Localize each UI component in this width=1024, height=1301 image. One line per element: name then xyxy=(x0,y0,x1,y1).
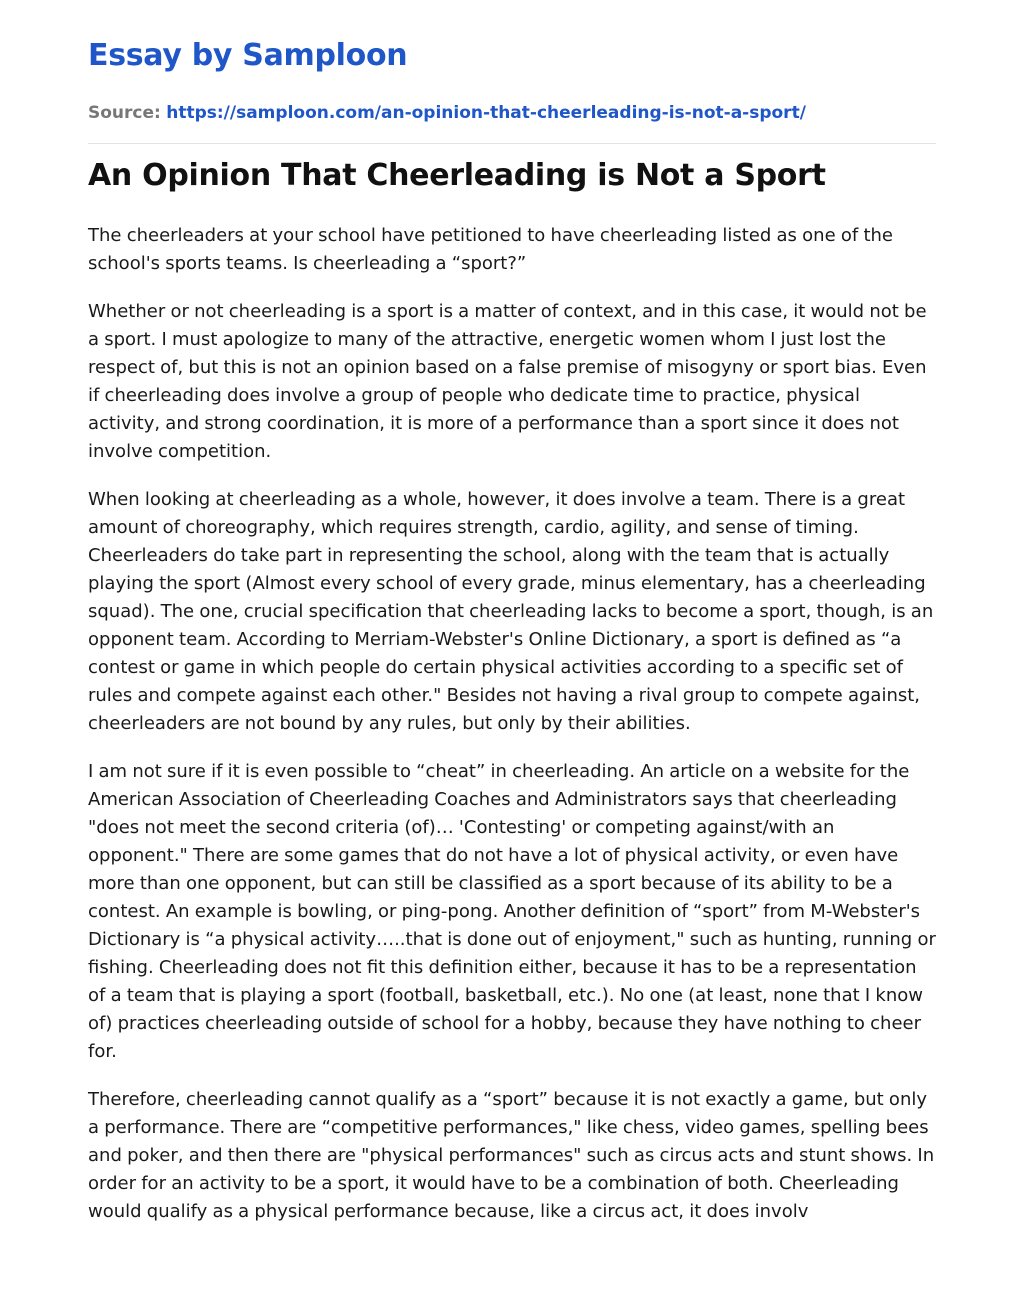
essay-paragraph-5: Therefore, cheerleading cannot qualify as a “sport” because it is not exactly a game, but only a performance. There are “competitive performances," like chess, video games, spelling bees and poker, and then there are "physical performances" such as circus acts and stunt shows. In order for an activity to be a sport, it would have to be a combination of both. Cheerleading would qualify as a physical performance because, like a circus act, it does involv xyxy=(88,1089,935,1222)
essay-paragraph-3: When looking at cheerleading as a whole, however, it does involve a team. There is a great amount of choreography, which requires strength, cardio, agility, and sense of timing. Cheerleaders do take part in representing the school, along with the team that is actually playing the sport (Almost every school of every grade, minus elementary, has a cheerleading squad). The one, crucial specification that cheerleading lacks to become a sport, though, is an opponent team. According to Merriam-Webster's Online Dictionary, a sport is defined as “a contest or game in which people do certain physical activities according to a specific set of rules and compete against each other." Besides not having a rival group to compete against, cheerleaders are not bound by any rules, but only by their abilities. xyxy=(88,489,934,734)
essay-title: An Opinion That Cheerleading is Not a Sport xyxy=(88,158,826,193)
source-link[interactable]: https://samploon.com/an-opinion-that-cheerleading-is-not-a-sport/ xyxy=(166,103,806,123)
essay-paragraph-4: I am not sure if it is even possible to “cheat” in cheerleading. An article on a website for the American Association of Cheerleading Coaches and Administrators says that cheerleading "does not meet the second criteria (of)… 'Contesting' or competing against/with an opponent." There are some games that do not have a lot of physical activity, or even have more than one opponent, but can still be classified as a sport because of its ability to be a contest. An example is bowling, or ping-pong. Another definition of “sport” from M-Webster's Dictionary is “a physical activity…..that is done out of enjoyment," such as hunting, running or fishing. Cheerleading does not fit this definition either, because it has to be a representation of a team that is playing a sport (football, basketball, etc.). No one (at least, none that I know of) practices cheerleading outside of school for a hobby, because they have nothing to cheer for. xyxy=(88,761,936,1062)
source-line xyxy=(88,102,806,124)
source-label: Source: xyxy=(88,103,161,123)
essay-paragraph-2: Whether or not cheerleading is a sport is a matter of context, and in this case, it would not be a sport. I must apologize to many of the attractive, energetic women whom I just lost the respect of, but this is not an opinion based on a false premise of misogyny or sport bias. Even if cheerleading does involve a group of people who dedicate time to practice, physical activity, and strong coordination, it is more of a performance than a sport since it does not involve competition. xyxy=(88,301,927,462)
essay-paragraph-1: The cheerleaders at your school have petitioned to have cheerleading listed as one of the school's sports teams. Is cheerleading a “sport?” xyxy=(88,225,893,274)
essay-body xyxy=(88,222,936,1246)
site-brand[interactable]: Essay by Samploon xyxy=(88,38,408,73)
header-divider xyxy=(88,143,936,144)
